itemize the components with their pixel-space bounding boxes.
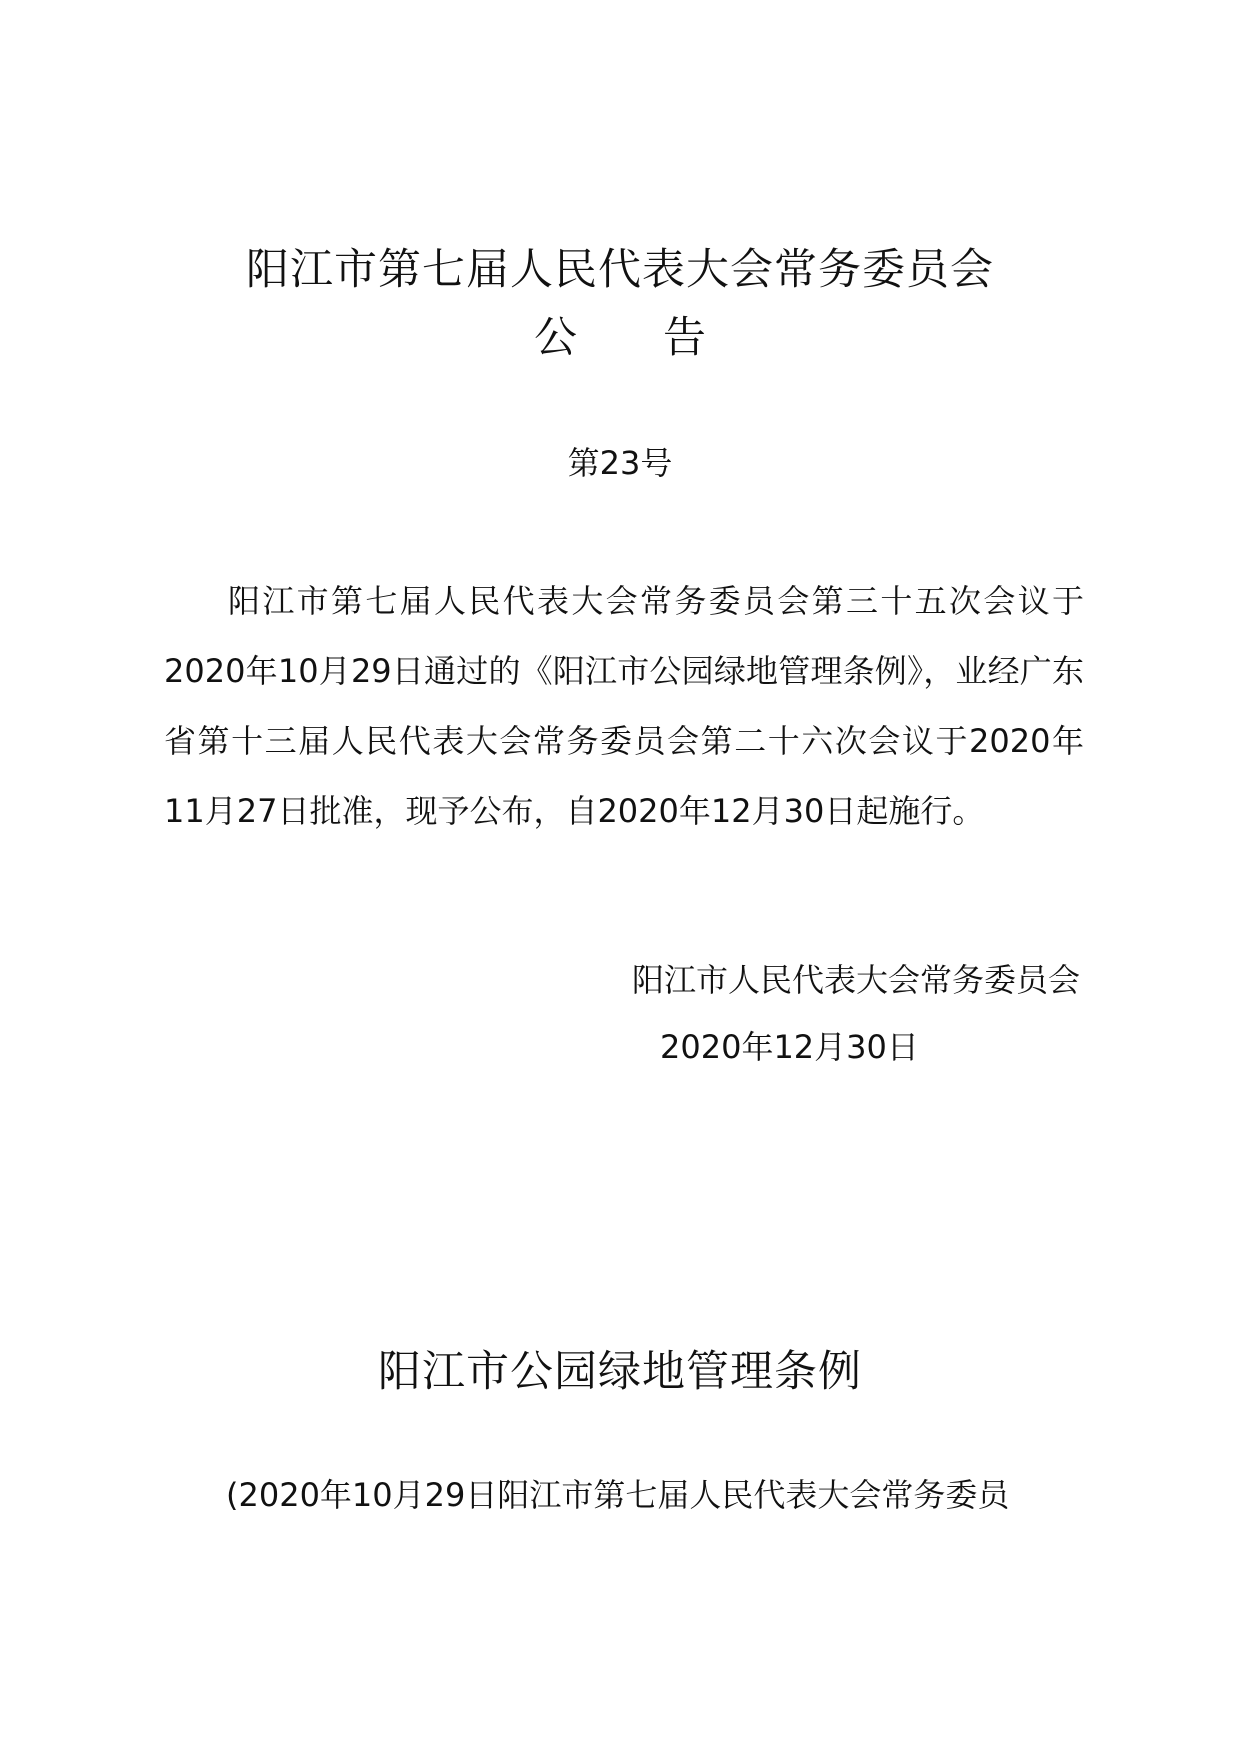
notice-number: 第23号 [567, 444, 673, 482]
regulation-title: 阳江市公园绿地管理条例 [378, 1347, 862, 1397]
notice-body-paragraph: 阳江市第七届人民代表大会常务委员会第三十五次会议于2020年10月29日通过的《阳江市公园绿地管理条例》，业经广东省第十三届人民代表大会常务委员会第二十六次会议于2020年11月27日批准，现予公布，自2020年12月30日起施行。 [164, 582, 1084, 830]
notice-heading: 公 告 [534, 313, 706, 363]
regulation-subtitle: (2020年10月29日阳江市第七届人民代表大会常务委员 [226, 1476, 1010, 1514]
issuer-title: 阳江市第七届人民代表大会常务委员会 [246, 245, 994, 295]
signature-organization: 阳江市人民代表大会常务委员会 [631, 961, 1080, 999]
signature-date: 2020年12月30日 [660, 1028, 919, 1066]
